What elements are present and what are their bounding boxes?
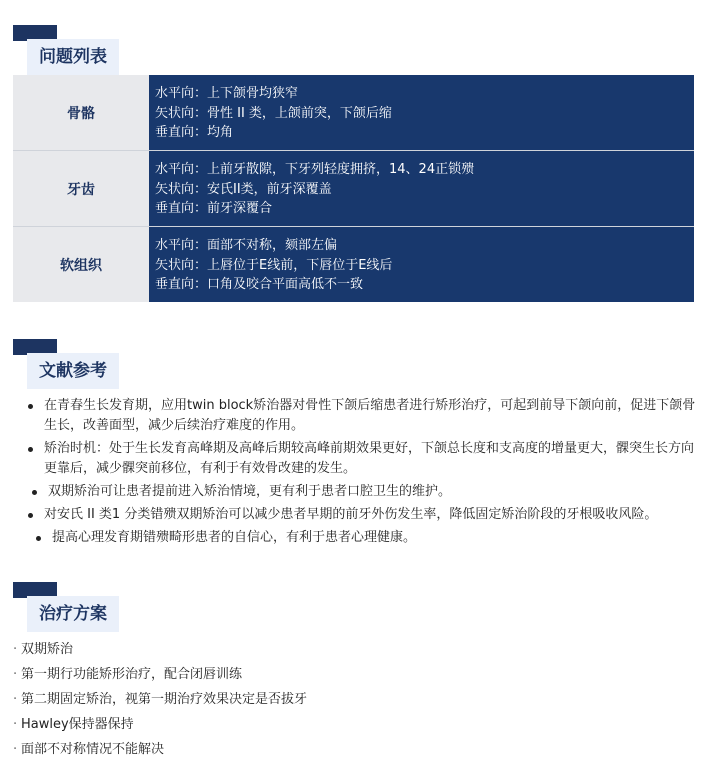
list-item-text: 在青春生长发育期，应用twin block矫治器对骨性下颌后缩患者进行矫形治疗，可起到前导下颌向前，促进下颌骨生长，改善面型，减少后续治疗难度的作用。 xyxy=(44,398,696,433)
literature-header xyxy=(13,339,313,389)
treatment-header xyxy=(13,582,313,632)
problem-label: 牙齿 xyxy=(13,151,149,226)
list-item xyxy=(13,715,307,740)
problem-row-soft-tissue xyxy=(13,227,694,302)
problem-detail-line: 水平向：上前牙散隙，下牙列轻度拥挤，14、24正锁㱮 xyxy=(155,162,475,177)
dot-icon: · xyxy=(13,717,18,732)
problem-row-dental xyxy=(13,151,694,227)
list-item-text: 提高心理发育期错㱮畸形患者的自信心，有利于患者心理健康。 xyxy=(52,530,417,545)
problem-detail-line: 水平向：上下颌骨均狭窄 xyxy=(155,86,299,101)
problem-detail xyxy=(149,75,694,150)
problem-detail-line: 垂直向：口角及咬合平面高低不一致 xyxy=(155,277,364,292)
list-item xyxy=(13,740,307,765)
problem-detail-line: 矢状向：上唇位于E线前，下唇位于E线后 xyxy=(155,257,393,273)
problem-detail-line: 矢状向：安氏II类，前牙深覆盖 xyxy=(155,181,332,197)
dot-icon: · xyxy=(13,692,18,707)
list-item xyxy=(22,505,698,525)
list-item-text: 双期矫治可让患者提前进入矫治情境，更有利于患者口腔卫生的维护。 xyxy=(48,484,452,499)
list-item-text: 双期矫治 xyxy=(21,642,74,657)
literature-title: 文献参考 xyxy=(27,353,119,389)
list-item xyxy=(13,640,307,665)
list-item xyxy=(13,690,307,715)
list-item xyxy=(22,528,698,548)
list-item xyxy=(22,482,698,502)
list-item-text: Hawley保持器保持 xyxy=(21,717,134,732)
list-item-text: 第二期固定矫治，视第一期治疗效果决定是否拔牙 xyxy=(21,692,308,707)
dot-icon: · xyxy=(13,742,18,757)
list-item-text: 矫治时机：处于生长发育高峰期及高峰后期较高峰前期效果更好，下颌总长度和支高度的增量更大，髁突生长方向更靠后，减少髁突前移位，有利于有效骨改建的发生。 xyxy=(44,441,695,476)
list-item xyxy=(13,665,307,690)
bullet-icon xyxy=(28,447,33,452)
problem-detail xyxy=(149,151,694,226)
problem-detail-line: 矢状向：骨性 II 类，上颌前突，下颌后缩 xyxy=(155,105,392,121)
problem-label: 骨骼 xyxy=(13,75,149,150)
treatment-list xyxy=(13,640,307,765)
problem-detail-line: 垂直向：前牙深覆合 xyxy=(155,201,273,216)
bullet-icon xyxy=(28,404,33,409)
treatment-title: 治疗方案 xyxy=(27,596,119,632)
problem-list-title: 问题列表 xyxy=(27,39,119,75)
problem-detail xyxy=(149,227,694,302)
problem-label: 软组织 xyxy=(13,227,149,302)
dot-icon: · xyxy=(13,667,18,682)
list-item-text: 对安氏 II 类1 分类错㱮双期矫治可以减少患者早期的前牙外伤发生率，降低固定矫治阶段的牙根吸收风险。 xyxy=(44,507,658,522)
problem-row-skeletal xyxy=(13,75,694,151)
bullet-icon xyxy=(28,513,33,518)
problem-table xyxy=(13,75,694,302)
list-item xyxy=(22,439,698,479)
list-item xyxy=(22,396,698,436)
bullet-icon xyxy=(36,536,41,541)
bullet-icon xyxy=(32,490,37,495)
list-item-text: 第一期行功能矫形治疗，配合闭唇训练 xyxy=(21,667,243,682)
list-item-text: 面部不对称情况不能解决 xyxy=(21,742,165,757)
problem-detail-line: 水平向：面部不对称，颏部左偏 xyxy=(155,238,338,253)
dot-icon: · xyxy=(13,642,18,657)
literature-list xyxy=(22,396,698,551)
problem-list-header xyxy=(13,25,313,75)
problem-detail-line: 垂直向：均角 xyxy=(155,125,234,140)
